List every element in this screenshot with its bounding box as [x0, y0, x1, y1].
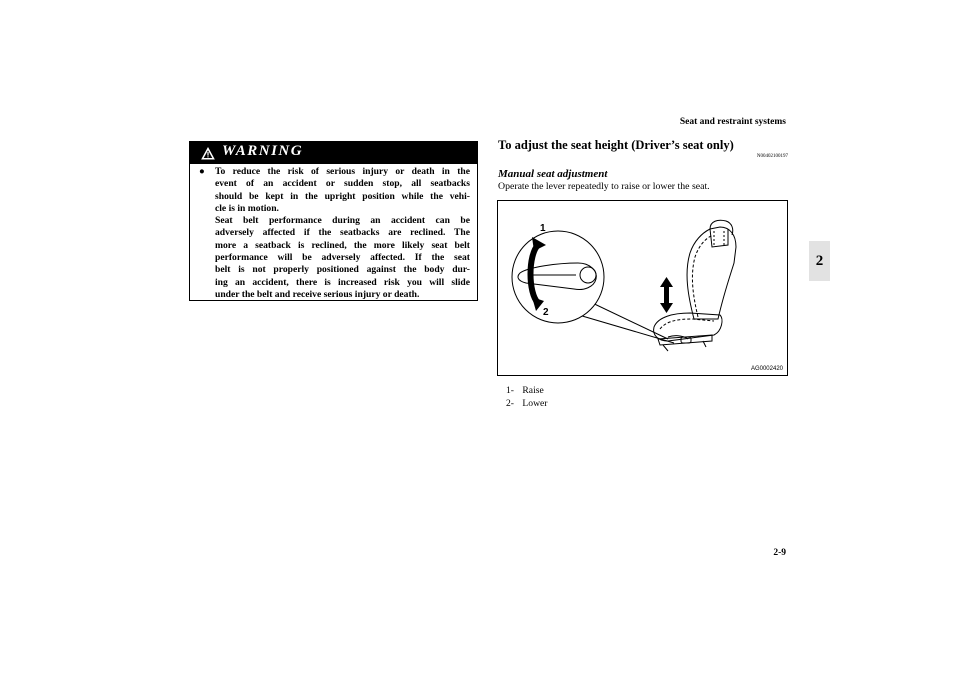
legend-label: Raise	[522, 385, 544, 396]
detail-circle	[512, 231, 604, 323]
callout-2: 2	[543, 307, 549, 318]
chapter-tab: 2	[809, 241, 830, 281]
page-header: Seat and restraint systems	[679, 117, 786, 127]
warning-header	[190, 142, 477, 164]
warning-text	[200, 166, 470, 301]
warning-title: WARNING	[222, 143, 304, 159]
legend-number: 2-	[506, 398, 514, 409]
instruction-text: Operate the lever repeatedly to raise or lower the seat.	[498, 181, 710, 192]
warning-line: should be kept in the upright position while the vehi-	[215, 190, 470, 202]
callout-1: 1	[540, 223, 546, 234]
legend-item-lower	[506, 398, 547, 409]
warning-triangle-icon	[201, 147, 215, 160]
seat-illustration	[497, 200, 788, 376]
figure-id: AG0002420	[750, 366, 783, 372]
warning-box	[189, 141, 478, 301]
warning-line: cle is in motion.	[215, 202, 279, 214]
warning-line: more a seatback is reclined, the more likely seat belt	[215, 239, 470, 251]
bullet-icon: ●	[199, 166, 205, 177]
warning-line: adversely affected if the seatbacks are reclined. The	[215, 227, 470, 239]
section-code: N00402100197	[756, 154, 788, 159]
warning-line: ing an accident, there is increased risk you will slide	[215, 276, 470, 288]
section-title: To adjust the seat height (Driver’s seat only)	[498, 138, 734, 152]
warning-line: event of an accident or sudden stop, all seatbacks	[215, 178, 470, 190]
subheading: Manual seat adjustment	[498, 168, 608, 180]
legend-number: 1-	[506, 385, 514, 396]
warning-line: Seat belt performance during an accident can be	[215, 215, 470, 227]
warning-line: To reduce the risk of serious injury or death in the	[215, 166, 470, 177]
legend-item-raise	[506, 385, 544, 396]
legend-label: Lower	[522, 398, 548, 409]
height-arrow-icon	[660, 277, 673, 313]
page-number: 2-9	[773, 548, 786, 558]
warning-line: under the belt and receive serious injury or death.	[215, 288, 420, 300]
warning-line: belt is not properly positioned against the body dur-	[215, 264, 470, 276]
warning-line: performance will be adversely affected. If the seat	[215, 252, 470, 264]
